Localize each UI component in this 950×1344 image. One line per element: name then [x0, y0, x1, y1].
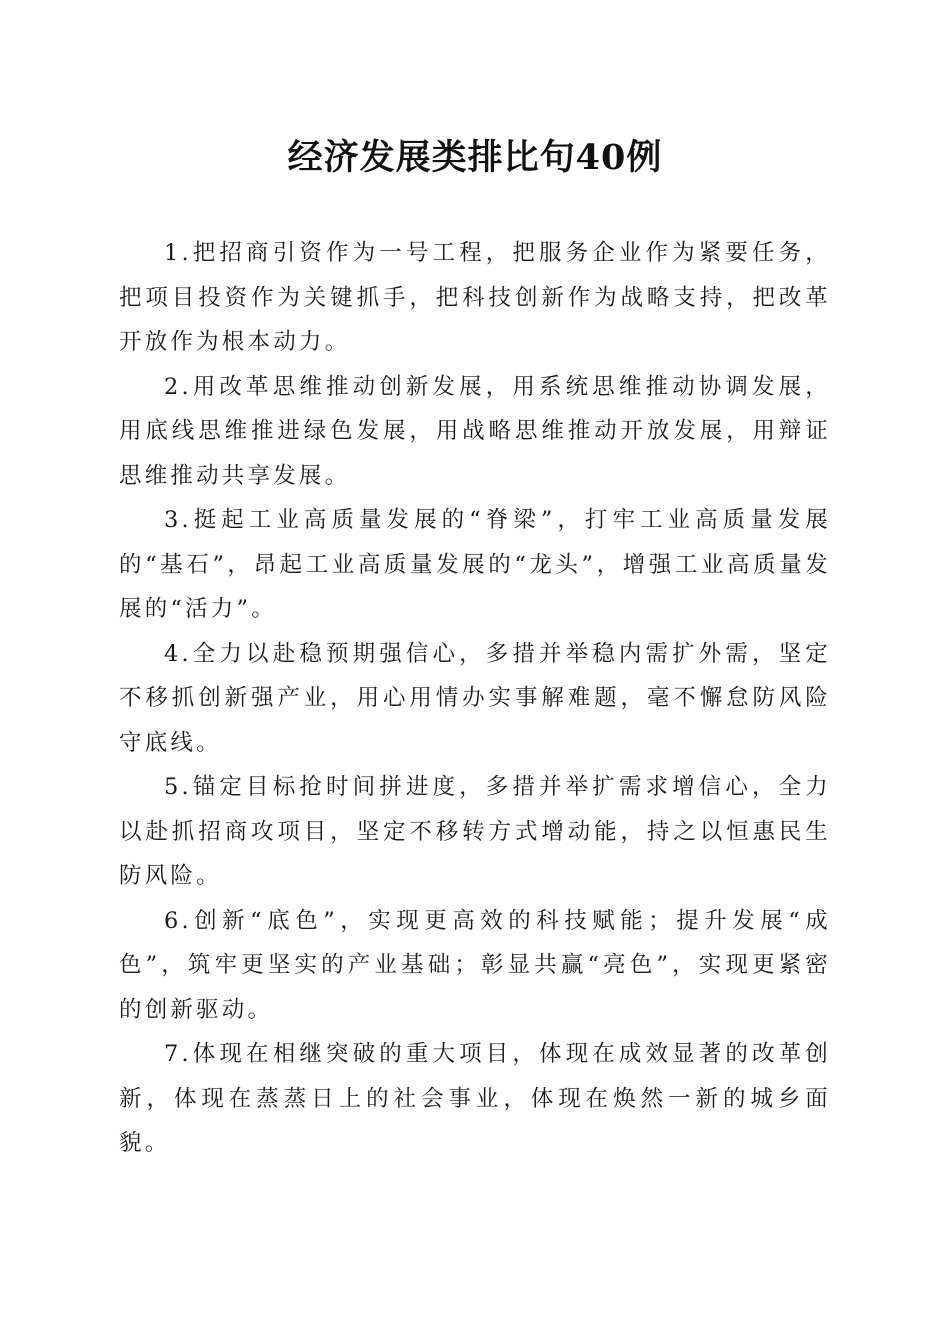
paragraph-5: 5.锚定目标抢时间拼进度，多措并举扩需求增信心，全力以赴抓招商攻项目，坚定不移转方式增动能，持之以恒惠民生防风险。 [119, 774, 831, 889]
paragraph-7: 7.体现在相继突破的重大项目，体现在成效显著的改革创新，体现在蒸蒸日上的社会事业，体现在焕然一新的城乡面貌。 [119, 1041, 831, 1156]
document-body [119, 231, 831, 1166]
paragraph-4: 4.全力以赴稳预期强信心，多措并举稳内需扩外需，坚定不移抓创新强产业，用心用情办实事解难题，毫不懈怠防风险守底线。 [119, 640, 831, 756]
paragraph-6: 6.创新“底色”，实现更高效的科技赋能；提升发展“成色”，筑牢更坚实的产业基础；彰显共赢“亮色”，实现更紧密的创新驱动。 [119, 907, 831, 1023]
paragraph-1: 1.把招商引资作为一号工程，把服务企业作为紧要任务，把项目投资作为关键抓手，把科技创新作为战略支持，把改革开放作为根本动力。 [119, 240, 831, 355]
document-title: 经济发展类排比句40例 [287, 137, 663, 178]
paragraph-3: 3.挺起工业高质量发展的“脊梁”，打牢工业高质量发展的“基石”，昂起工业高质量发展的“龙头”，增强工业高质量发展的“活力”。 [119, 507, 831, 622]
paragraph-2: 2.用改革思维推动创新发展，用系统思维推动协调发展，用底线思维推进绿色发展，用战略思维推动开放发展，用辩证思维推动共享发展。 [119, 373, 831, 489]
